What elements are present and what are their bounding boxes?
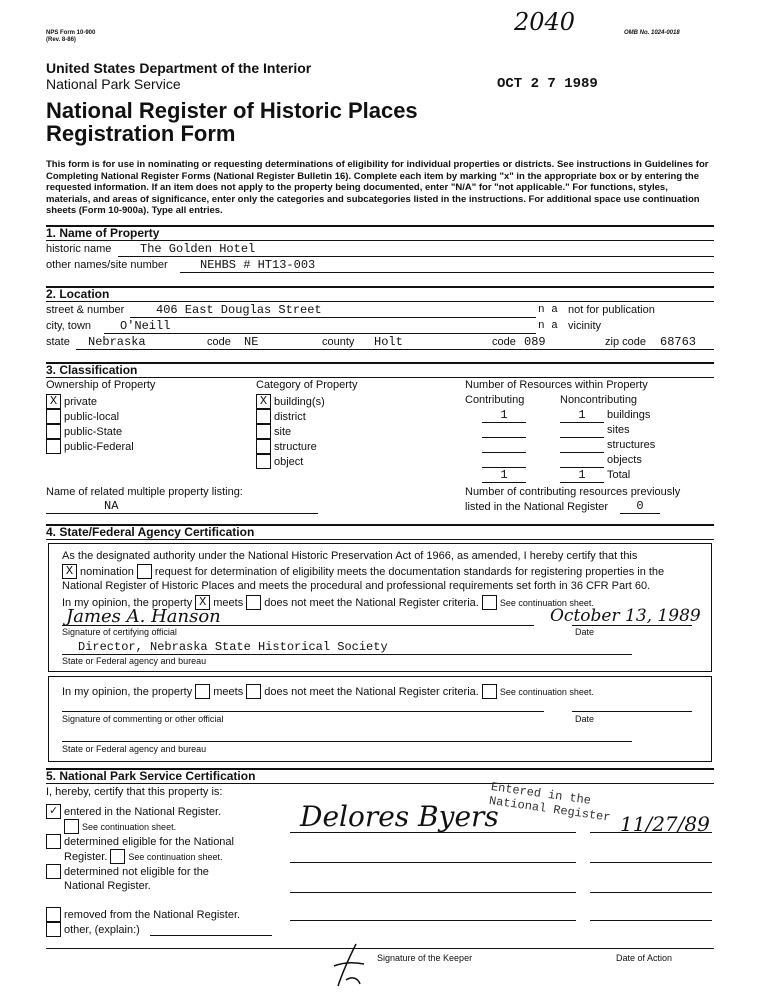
noncontributing-total[interactable]: 1 bbox=[560, 468, 604, 483]
divider bbox=[46, 539, 714, 540]
commenting-signature-line bbox=[62, 711, 544, 712]
category-site[interactable] bbox=[256, 424, 291, 439]
eligible-label: determined eligible for the National bbox=[64, 835, 234, 848]
section3-title: 3. Classification bbox=[46, 363, 138, 377]
checkbox[interactable] bbox=[46, 424, 61, 439]
keeper-label: Signature of the Keeper bbox=[377, 953, 473, 963]
state-label: state bbox=[46, 336, 70, 348]
contributing-total[interactable]: 1 bbox=[482, 468, 526, 483]
category-structure[interactable] bbox=[256, 439, 317, 454]
meets2-checkbox[interactable] bbox=[195, 684, 210, 699]
street-field[interactable]: 406 East Douglas Street bbox=[156, 303, 322, 317]
not-eligible-label: determined not eligible for the bbox=[64, 865, 209, 878]
continuation-a-checkbox[interactable] bbox=[64, 819, 79, 834]
category-label: object bbox=[274, 455, 304, 468]
city-label: city, town bbox=[46, 320, 92, 332]
prev-listed-field[interactable]: 0 bbox=[620, 499, 660, 514]
other-option[interactable] bbox=[46, 922, 140, 937]
checkbox[interactable]: X bbox=[46, 394, 61, 409]
state-field[interactable]: Nebraska bbox=[88, 335, 146, 349]
resource-label: sites bbox=[607, 424, 630, 436]
not-meets2-label: does not meet the National Register criteria. bbox=[264, 685, 479, 698]
category-label: district bbox=[274, 410, 306, 423]
other-names-label: other names/site number bbox=[46, 259, 168, 271]
not-eligible-label-2: National Register. bbox=[64, 880, 151, 892]
keeper-line bbox=[290, 920, 576, 921]
checkbox[interactable] bbox=[46, 409, 61, 424]
received-date-stamp: OCT 2 7 1989 bbox=[497, 76, 598, 92]
commenting-date-line bbox=[572, 711, 692, 712]
section4-title: 4. State/Federal Agency Certification bbox=[46, 525, 255, 539]
keeper-date-line bbox=[590, 892, 712, 893]
category-label: building(s) bbox=[274, 395, 325, 408]
category-district[interactable] bbox=[256, 409, 306, 424]
removed-label: removed from the National Register. bbox=[64, 908, 241, 921]
commenting-date-label: Date bbox=[575, 714, 595, 724]
vicinity-label: vicinity bbox=[568, 320, 602, 332]
resource-label: objects bbox=[607, 454, 642, 466]
opinion2-prefix: In my opinion, the property bbox=[62, 685, 193, 698]
not-meets-label: does not meet the National Register criteria. bbox=[264, 596, 479, 609]
service-name: National Park Service bbox=[46, 76, 181, 92]
resource-label: structures bbox=[607, 439, 656, 451]
other-checkbox[interactable] bbox=[46, 922, 61, 937]
state-code-field[interactable]: NE bbox=[244, 335, 259, 349]
meets-label: meets bbox=[213, 596, 244, 609]
not-eligible-checkbox[interactable] bbox=[46, 864, 61, 879]
category-title: Category of Property bbox=[256, 379, 358, 391]
ownership-label: private bbox=[64, 395, 98, 408]
eligible-option[interactable] bbox=[46, 834, 234, 849]
divider bbox=[46, 783, 714, 784]
meets2-label: meets bbox=[213, 685, 244, 698]
divider bbox=[46, 301, 714, 302]
field-underline bbox=[76, 349, 714, 350]
county-field[interactable]: Holt bbox=[374, 335, 403, 349]
ownership-private[interactable] bbox=[46, 394, 97, 409]
field-underline bbox=[130, 317, 536, 318]
continuation-a-label: See continuation sheet. bbox=[82, 821, 177, 832]
zip-label: zip code bbox=[605, 336, 646, 348]
agency-field[interactable]: Director, Nebraska State Historical Society bbox=[78, 640, 388, 654]
street-label: street & number bbox=[46, 304, 125, 316]
agency-line bbox=[62, 654, 632, 655]
noncontributing-sites[interactable] bbox=[560, 423, 604, 438]
keeper-line bbox=[290, 862, 576, 863]
continuation-checkbox[interactable] bbox=[482, 595, 497, 610]
nomination-checkbox[interactable]: X bbox=[62, 564, 77, 579]
checkbox[interactable] bbox=[46, 439, 61, 454]
keeper-date-line bbox=[590, 920, 712, 921]
request-checkbox[interactable] bbox=[137, 564, 152, 579]
checkbox[interactable] bbox=[256, 409, 271, 424]
continuation2-label: See continuation sheet. bbox=[499, 686, 594, 697]
keeper-date-line bbox=[590, 862, 712, 863]
divider bbox=[46, 377, 714, 378]
county-label: county bbox=[322, 336, 355, 348]
date-of-action-label: Date of Action bbox=[616, 953, 673, 963]
resource-label: Total bbox=[607, 469, 631, 481]
ownership-label: public-State bbox=[64, 425, 123, 438]
agency2-label: State or Federal agency and bureau bbox=[62, 744, 207, 754]
omb-number: OMB No. 1024-0018 bbox=[624, 30, 680, 36]
contributing-buildings[interactable]: 1 bbox=[482, 408, 526, 423]
contributing-objects[interactable] bbox=[482, 453, 526, 468]
instructions: This form is for use in nominating or requesting determinations of eligibility for individual properties or districts. See instructions in Guidelines for Completing National Register Forms (National Register Bulletin 16). Complete each item by marking "x" in the appropriate box or by entering the requested information. If an item does not apply to the property being documented, enter "N/A" for "not applicable." For functions, styles, materials, and areas of significance, enter only the categories and subcategories listed in the instructions. For additional space use continuation sheets (Form 10-900a). Type all entries. bbox=[46, 159, 709, 216]
ownership-title: Ownership of Property bbox=[46, 379, 156, 391]
ownership-label: public-local bbox=[64, 410, 120, 423]
section5-title: 5. National Park Service Certification bbox=[46, 769, 256, 783]
field-underline bbox=[180, 272, 714, 273]
state-code-label: code bbox=[207, 336, 231, 348]
removed-checkbox[interactable] bbox=[46, 907, 61, 922]
historic-name-field[interactable]: The Golden Hotel bbox=[140, 242, 256, 256]
date-label: Date bbox=[575, 627, 595, 637]
form-revision: (Rev. 8-86) bbox=[46, 37, 76, 43]
entered-option[interactable] bbox=[46, 804, 221, 819]
divider bbox=[46, 286, 714, 288]
cert-text-1: As the designated authority under the National Historic Preservation Act of 1966, as amended, I hereby certify that this bbox=[62, 550, 638, 562]
not-for-publication-mark[interactable]: n a bbox=[538, 304, 558, 316]
noncontributing-header: Noncontributing bbox=[560, 394, 638, 406]
cert-line-2 bbox=[62, 564, 664, 579]
keeper-line bbox=[290, 832, 576, 833]
keeper-signature-line bbox=[46, 948, 714, 949]
eligible-label-2: Register. bbox=[64, 850, 108, 863]
ownership-public-federal[interactable] bbox=[46, 439, 134, 454]
cert-text-3: National Register of Historic Places and meets the procedural and professional requirements set forth in 36 CFR Part 60. bbox=[62, 580, 651, 592]
noncontributing-buildings[interactable]: 1 bbox=[560, 408, 604, 423]
agency2-line bbox=[62, 741, 632, 742]
keeper-date-line bbox=[590, 832, 712, 833]
category-object[interactable] bbox=[256, 454, 303, 469]
keeper-initials-mark bbox=[330, 940, 370, 990]
form-number: NPS Form 10-900 bbox=[46, 30, 96, 36]
ownership-public-state[interactable] bbox=[46, 424, 122, 439]
category-buildings[interactable] bbox=[256, 394, 325, 409]
certifying-signature: James A. Hanson bbox=[66, 606, 221, 627]
entered-checkbox[interactable]: ✓ bbox=[46, 804, 61, 819]
form-title: National Register of Historic Places bbox=[46, 98, 418, 123]
other-label: other, (explain:) bbox=[64, 923, 140, 936]
commenting-label: Signature of commenting or other official bbox=[62, 714, 224, 724]
keeper-date: 11/27/89 bbox=[620, 812, 710, 836]
section2-title: 2. Location bbox=[46, 287, 110, 301]
certifying-date: October 13, 1989 bbox=[550, 606, 701, 626]
prev-listed-label-2: listed in the National Register bbox=[465, 501, 609, 513]
signature-label: Signature of certifying official bbox=[62, 627, 177, 637]
continuation-a[interactable] bbox=[64, 819, 176, 834]
category-label: structure bbox=[274, 440, 317, 453]
noncontributing-structures[interactable] bbox=[560, 438, 604, 453]
resources-title: Number of Resources within Property bbox=[465, 379, 648, 391]
city-field[interactable]: O'Neill bbox=[120, 319, 171, 333]
eligible-option-2[interactable] bbox=[64, 849, 223, 864]
county-code-label: code bbox=[492, 336, 516, 348]
historic-name-label: historic name bbox=[46, 243, 112, 255]
keeper-signature: Delores Byers bbox=[300, 800, 499, 833]
checkbox[interactable] bbox=[256, 439, 271, 454]
other-names-field[interactable]: NEHBS # HT13-003 bbox=[200, 258, 316, 272]
category-label: site bbox=[274, 425, 292, 438]
cert-text-2: request for determination of eligibility meets the documentation standards for registering properties in the bbox=[154, 565, 665, 578]
date-line bbox=[572, 625, 692, 626]
removed-option[interactable] bbox=[46, 907, 240, 922]
multiple-listing-label: Name of related multiple property listing: bbox=[46, 486, 243, 498]
vicinity-mark[interactable]: n a bbox=[538, 320, 558, 332]
continuation-b-label: See continuation sheet. bbox=[128, 851, 223, 862]
resource-label: buildings bbox=[607, 409, 651, 421]
continuation-b-checkbox[interactable] bbox=[110, 849, 125, 864]
divider bbox=[46, 362, 714, 364]
keeper-line bbox=[290, 892, 576, 893]
not-eligible-option[interactable] bbox=[46, 864, 209, 879]
not-meets2-checkbox[interactable] bbox=[246, 684, 261, 699]
checkbox[interactable] bbox=[256, 424, 271, 439]
field-underline bbox=[118, 256, 714, 257]
section1-title: 1. Name of Property bbox=[46, 226, 160, 240]
prev-listed-label: Number of contributing resources previously bbox=[465, 486, 681, 498]
checkbox[interactable] bbox=[256, 454, 271, 469]
signature-line bbox=[62, 625, 534, 626]
contributing-structures[interactable] bbox=[482, 438, 526, 453]
not-for-publication-label: not for publication bbox=[568, 304, 655, 316]
certify-statement: I, hereby, certify that this property is: bbox=[46, 786, 223, 798]
contributing-header: Contributing bbox=[465, 394, 525, 406]
zip-field[interactable]: 68763 bbox=[660, 335, 697, 349]
ownership-public-local[interactable] bbox=[46, 409, 119, 424]
other-explain-line bbox=[150, 935, 272, 936]
contributing-sites[interactable] bbox=[482, 423, 526, 438]
form-subtitle: Registration Form bbox=[46, 121, 236, 146]
entered-label: entered in the National Register. bbox=[64, 805, 222, 818]
field-underline bbox=[46, 513, 318, 514]
entered-stamp: Entered in the National Register bbox=[488, 780, 612, 825]
opinion-prefix: In my opinion, the property bbox=[62, 596, 193, 609]
divider bbox=[46, 240, 714, 241]
continuation2-checkbox[interactable] bbox=[482, 684, 497, 699]
meets-checkbox[interactable]: X bbox=[195, 595, 210, 610]
checkbox[interactable]: X bbox=[256, 394, 271, 409]
agency-label: State or Federal agency and bureau bbox=[62, 656, 207, 666]
department-name: United States Department of the Interior bbox=[46, 60, 312, 76]
nomination-label: nomination bbox=[80, 565, 134, 578]
multiple-listing-field[interactable]: NA bbox=[104, 499, 119, 513]
field-underline bbox=[104, 333, 536, 334]
not-meets-checkbox[interactable] bbox=[246, 595, 261, 610]
opinion2-line bbox=[62, 684, 594, 699]
ownership-label: public-Federal bbox=[64, 440, 134, 453]
eligible-checkbox[interactable] bbox=[46, 834, 61, 849]
noncontributing-objects[interactable] bbox=[560, 453, 604, 468]
county-code-field[interactable]: 089 bbox=[524, 335, 546, 349]
continuation-label: See continuation sheet. bbox=[499, 597, 594, 608]
handwritten-number: 2040 bbox=[514, 8, 576, 36]
